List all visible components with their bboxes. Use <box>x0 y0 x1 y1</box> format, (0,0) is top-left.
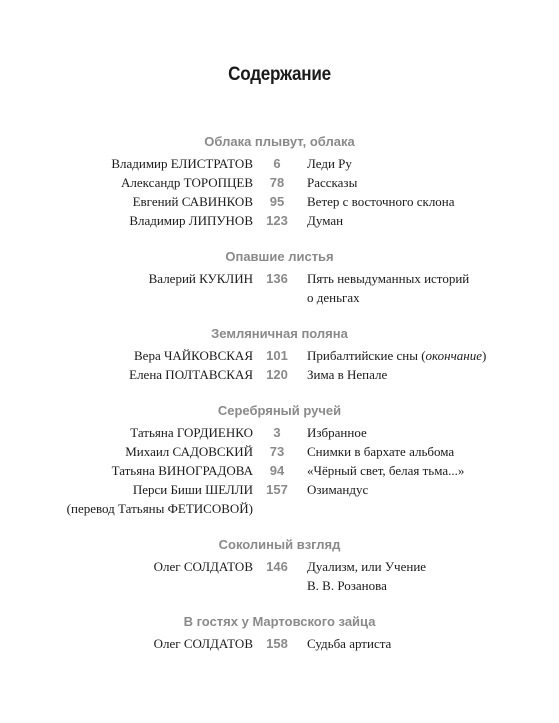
entry-work-line: «Чёрный свет, белая тьма...» <box>307 463 465 478</box>
entry-work <box>301 442 527 461</box>
entry-author: Валерий КУКЛИН <box>148 271 253 286</box>
entry-author: Елена ПОЛТАВСКАЯ <box>129 367 253 382</box>
entry-work-line: Озимандус <box>307 482 369 497</box>
entry-work <box>301 557 527 595</box>
entry-work-prefix: Прибалтийские сны ( <box>307 348 426 363</box>
entry-work <box>301 480 527 499</box>
entry-work-line: Снимки в бархате альбома <box>307 444 455 459</box>
entry-work-line: Пять невыдуманных историй <box>307 271 470 286</box>
entry-page-number: 120 <box>266 367 288 382</box>
toc-section <box>0 613 559 653</box>
toc-section <box>0 133 559 230</box>
entry-work-suffix: ) <box>482 348 487 363</box>
translator-note: (перевод Татьяны ФЕТИСОВОЙ) <box>66 501 253 516</box>
toc-entry <box>0 442 559 461</box>
entry-work <box>301 269 527 307</box>
entry-author: Владимир ЛИПУНОВ <box>129 213 253 228</box>
entry-work <box>301 154 527 173</box>
entry-page-number: 136 <box>266 271 288 286</box>
entry-work-line: Избранное <box>307 425 367 440</box>
entry-author: Владимир ЕЛИСТРАТОВ <box>111 156 253 171</box>
entry-work <box>301 461 527 480</box>
entry-page-number: 157 <box>266 482 288 497</box>
toc-entry <box>0 480 559 499</box>
entry-page-number: 6 <box>273 156 281 171</box>
toc-entry <box>0 154 559 173</box>
toc-section <box>0 325 559 384</box>
section-title: Земляничная поляна <box>211 326 348 341</box>
entry-work-line: Леди Ру <box>307 156 352 171</box>
entry-author: Евгений САВИНКОВ <box>132 194 253 209</box>
section-title: Облака плывут, облака <box>204 134 355 149</box>
entry-page-number: 3 <box>273 425 281 440</box>
page-title: Содержание <box>228 64 331 85</box>
section-title: В гостях у Мартовского зайца <box>183 614 376 629</box>
entry-work <box>301 346 527 365</box>
entry-work-italic: окончание <box>425 348 482 363</box>
entry-author: Олег СОЛДАТОВ <box>153 559 253 574</box>
section-title: Соколиный взгляд <box>218 537 341 552</box>
toc-section <box>0 248 559 307</box>
entry-work <box>301 192 527 211</box>
entry-page-number: 146 <box>266 559 288 574</box>
entry-work-line: о деньгах <box>307 290 360 305</box>
entry-author: Михаил САДОВСКИЙ <box>125 444 253 459</box>
entry-author: Александр ТОРОПЦЕВ <box>121 175 253 190</box>
toc-entry <box>0 461 559 480</box>
section-title: Серебряный ручей <box>217 403 342 418</box>
section-title: Опавшие листья <box>225 249 334 264</box>
entry-work <box>301 173 527 192</box>
entry-page-number: 158 <box>266 636 288 651</box>
toc-entry <box>0 346 559 365</box>
toc-entry <box>0 211 559 230</box>
entry-author: Татьяна ВИНОГРАДОВА <box>111 463 253 478</box>
entry-work-line: Рассказы <box>307 175 358 190</box>
entry-page-number: 123 <box>266 213 288 228</box>
toc-entry <box>0 269 559 307</box>
entry-work-line <box>307 346 527 365</box>
toc-section <box>0 536 559 595</box>
toc-entry <box>0 423 559 442</box>
toc-section <box>0 402 559 518</box>
entry-work-line: Думан <box>307 213 344 228</box>
entry-work <box>301 211 527 230</box>
entry-page-number: 73 <box>269 444 285 459</box>
entry-work-line: Судьба артиста <box>307 636 392 651</box>
entry-work-line: Зима в Непале <box>307 367 388 382</box>
entry-work <box>301 634 527 653</box>
entry-author: Перси Биши ШЕЛЛИ <box>132 482 253 497</box>
entry-work-line: Ветер с восточного склона <box>307 194 455 209</box>
entry-page-number: 101 <box>266 348 288 363</box>
entry-author: Олег СОЛДАТОВ <box>153 636 253 651</box>
entry-page-number: 78 <box>269 175 285 190</box>
entry-work <box>301 423 527 442</box>
table-of-contents <box>0 133 559 653</box>
entry-work-line: В. В. Розанова <box>307 578 387 593</box>
toc-entry <box>0 173 559 192</box>
entry-work-line: Дуализм, или Учение <box>307 559 427 574</box>
entry-author: Татьяна ГОРДИЕНКО <box>130 425 253 440</box>
toc-entry <box>0 634 559 653</box>
entry-work <box>301 365 527 384</box>
toc-entry-translator <box>0 499 559 518</box>
toc-entry <box>0 365 559 384</box>
toc-entry <box>0 192 559 211</box>
entry-author: Вера ЧАЙКОВСКАЯ <box>134 348 253 363</box>
toc-entry <box>0 557 559 595</box>
entry-page-number: 94 <box>269 463 285 478</box>
entry-page-number: 95 <box>269 194 285 209</box>
